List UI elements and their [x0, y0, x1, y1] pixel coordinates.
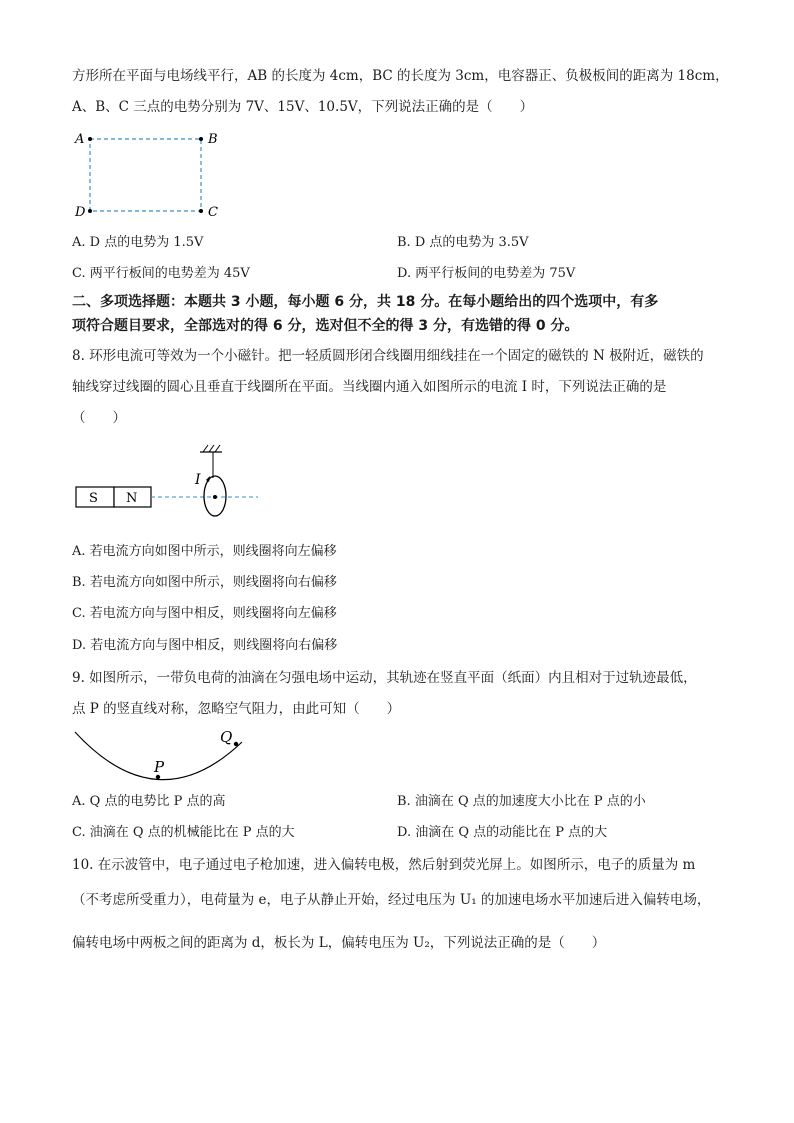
- point-c: [199, 209, 203, 213]
- section-heading-line1: 二、多项选择题：本题共 3 小题，每小题 6 分，共 18 分。在每小题给出的四个选项中，有多: [72, 294, 659, 310]
- q9-option-a[interactable]: A. Q 点的电势比 P 点的高: [72, 794, 226, 809]
- label-n: N: [126, 491, 138, 506]
- section-heading-line2: 项符合题目要求，全部选对的得 6 分，选对但不全的得 3 分，有选错的得 0 分。: [72, 318, 579, 334]
- q10-stem-line3: 偏转电场中两板之间的距离为 d，板长为 L，偏转电压为 U₂，下列说法正确的是（ ）: [72, 935, 606, 951]
- point-a: [88, 137, 92, 141]
- q8-magnet-coil-figure: [70, 440, 260, 522]
- q8-option-d[interactable]: D. 若电流方向与图中相反，则线圈将向右偏移: [72, 638, 338, 653]
- point-q: [234, 742, 238, 746]
- label-s: S: [89, 491, 98, 506]
- q8-option-c[interactable]: C. 若电流方向与图中相反，则线圈将向左偏移: [72, 606, 337, 621]
- q7-option-a[interactable]: A. D 点的电势为 1.5V: [72, 235, 204, 250]
- q8-stem-line1: 8. 环形电流可等效为一个小磁针。把一轻质圆形闭合线圈用细线挂在一个固定的磁铁的 N 极附近，磁铁的: [72, 348, 704, 364]
- q10-stem-line2: （不考虑所受重力），电荷量为 e，电子从静止开始，经过电压为 U₁ 的加速电场水平加速后进入偏转电场，: [72, 892, 711, 908]
- label-current-i: I: [195, 472, 201, 488]
- q7-option-c[interactable]: C. 两平行板间的电势差为 45V: [72, 266, 250, 281]
- q9-option-d[interactable]: D. 油滴在 Q 点的动能比在 P 点的大: [397, 825, 608, 840]
- rectangle-abcd: [90, 139, 201, 211]
- q7-stem-line1: 方形所在平面与电场线平行，AB 的长度为 4cm，BC 的长度为 3cm，电容器正、负极板间的距离为 18cm，: [72, 68, 729, 84]
- label-q: Q: [220, 728, 233, 746]
- point-d: [88, 209, 92, 213]
- label-c: C: [208, 205, 218, 220]
- current-arrow-icon: [206, 476, 210, 482]
- point-b: [199, 137, 203, 141]
- q7-option-b[interactable]: B. D 点的电势为 3.5V: [397, 235, 529, 250]
- q9-option-b[interactable]: B. 油滴在 Q 点的加速度大小比在 P 点的小: [397, 794, 646, 809]
- label-d: D: [75, 205, 86, 220]
- q9-option-c[interactable]: C. 油滴在 Q 点的机械能比在 P 点的大: [72, 825, 295, 840]
- support-hatch: [215, 445, 220, 452]
- q8-option-a[interactable]: A. 若电流方向如图中所示，则线圈将向左偏移: [72, 544, 337, 559]
- q9-trajectory-figure: [70, 722, 260, 786]
- coil-center: [213, 495, 217, 499]
- q7-rectangle-figure: [70, 128, 230, 224]
- label-p: P: [154, 758, 165, 776]
- q8-stem-line3: （ ）: [72, 410, 126, 426]
- q10-stem-line1: 10. 在示波管中，电子通过电子枪加速，进入偏转电极，然后射到荧光屏上。如图所示，电子的质量为 m: [72, 857, 696, 873]
- q9-stem-line1: 9. 如图所示，一带负电荷的油滴在匀强电场中运动，其轨迹在竖直平面（纸面）内且相对于过轨迹最低，: [72, 670, 697, 686]
- label-a: A: [75, 132, 85, 147]
- q9-stem-line2: 点 P 的竖直线对称，忽略空气阻力，由此可知（ ）: [72, 701, 401, 717]
- label-b: B: [208, 132, 218, 147]
- q7-option-d[interactable]: D. 两平行板间的电势差为 75V: [397, 266, 576, 281]
- support-hatch: [203, 445, 208, 452]
- q8-stem-line2: 轴线穿过线圈的圆心且垂直于线圈所在平面。当线圈内通入如图所示的电流 I 时，下列说法正确的是: [72, 379, 667, 395]
- support-hatch: [209, 445, 214, 452]
- q7-stem-line2: A、B、C 三点的电势分别为 7V、15V、10.5V，下列说法正确的是（ ）: [72, 99, 534, 115]
- q8-option-b[interactable]: B. 若电流方向如图中所示，则线圈将向右偏移: [72, 575, 337, 590]
